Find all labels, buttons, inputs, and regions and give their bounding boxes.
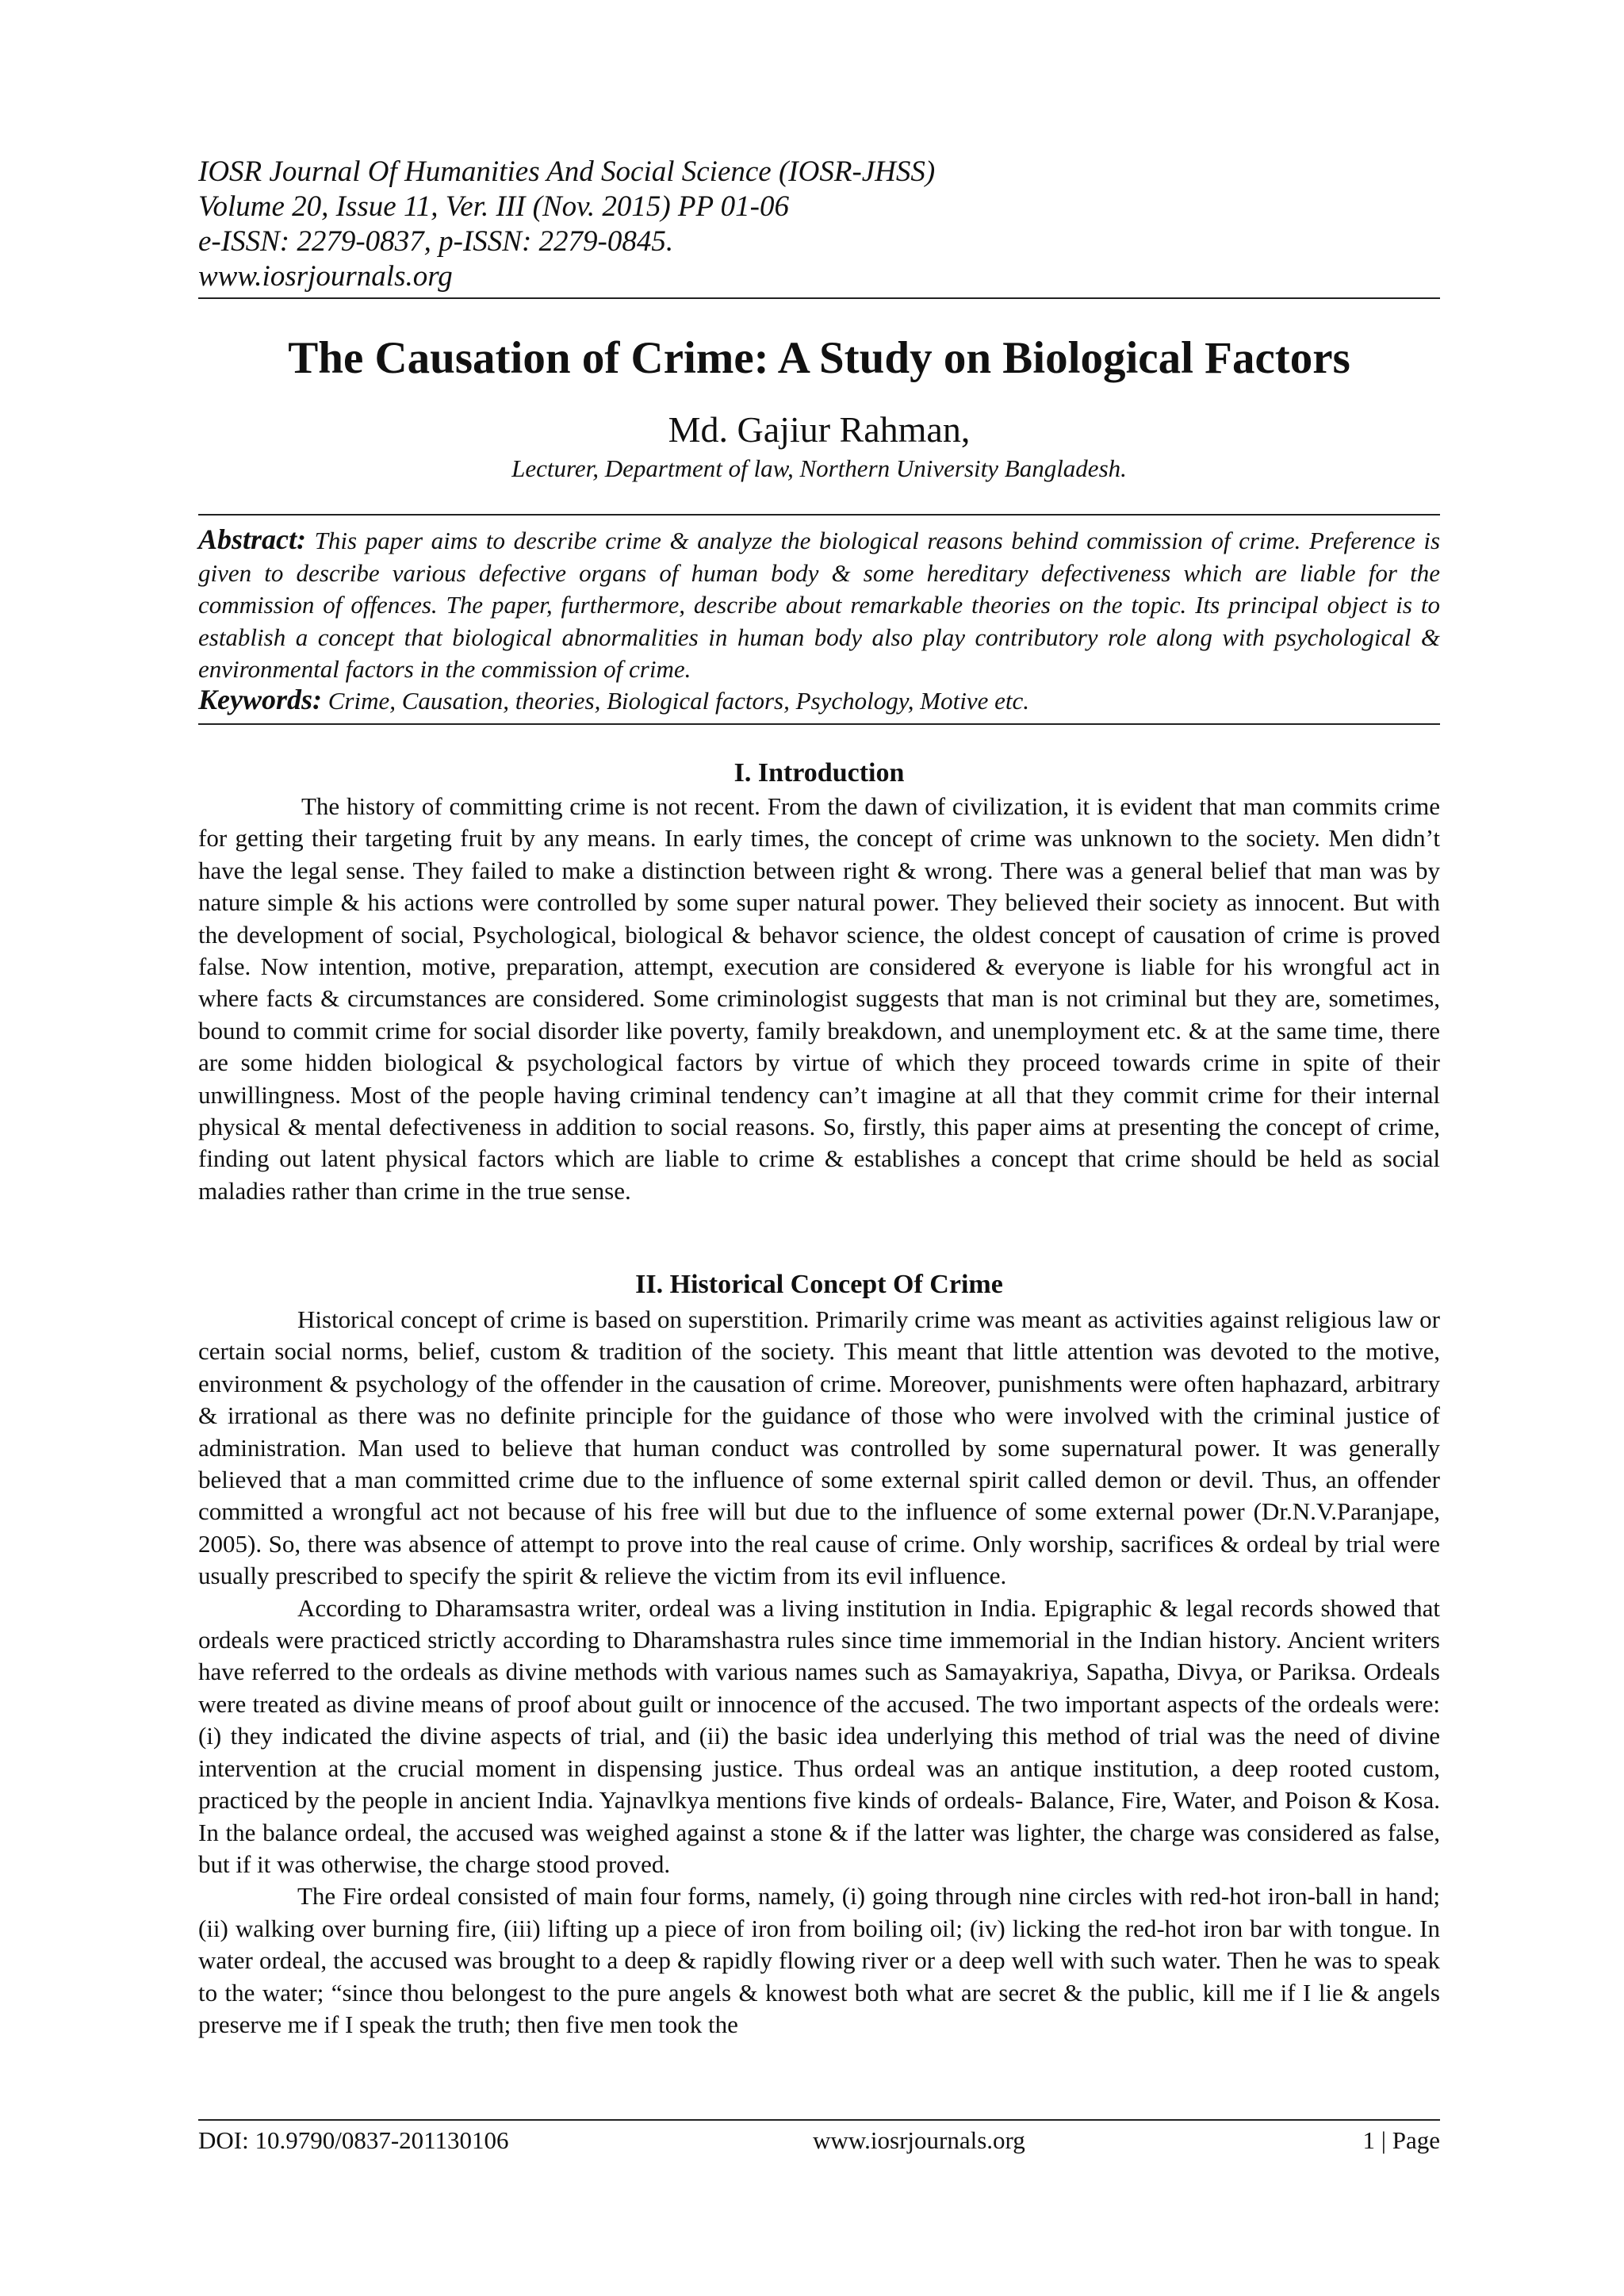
section-heading-historical-concept: II. Historical Concept Of Crime: [635, 1270, 1003, 1299]
footer-website: www.iosrjournals.org: [813, 2126, 1025, 2154]
paper-title: The Causation of Crime: A Study on Biological Factors: [288, 333, 1350, 383]
abstract-text: This paper aims to describe crime & analyze the biological reasons behind commission of crime. Preference is given to describe various defective organs of human body & some hereditary defectiveness which are liable for the commission of offences. The paper, furthermore, describe about remarkable theories on the topic. Its principal object is to establish a concept that biological abnormalities in human body also play contributory role along with psychological & environmental factors in the commission of crime.: [198, 527, 1441, 683]
journal-header: [198, 155, 1440, 294]
author-affiliation: Lecturer, Department of law, Northern University Bangladesh.: [511, 454, 1127, 482]
footer-divider: [198, 2119, 1440, 2121]
paragraph: The Fire ordeal consisted of main four forms, namely, (i) going through nine circles with red-hot iron-ball in hand; (ii) walking over burning fire, (iii) lifting up a piece of iron from boiling oil; (iv) licking the red-hot iron bar with tongue. In water ordeal, the accused was brought to a deep & rapidly flowing river or a deep well with such water. Then he was to speak to the water; “since thou belongest to the pure angels & knowest both what are secret & the public, kill me if I lie & angels preserve me if I speak the truth; then five men took the: [198, 1882, 1440, 2038]
journal-name: IOSR Journal Of Humanities And Social Science (IOSR-JHSS): [198, 155, 936, 188]
paragraph: The history of committing crime is not recent. From the dawn of civilization, it is evident that man commits crime for getting their targeting fruit by any means. In early times, the concept of crime was unknown to the society. Men didn’t have the legal sense. They failed to make a distinction between right & wrong. There was a general belief that man was by nature simple & his actions were controlled by some super natural power. They believed their society as innocent. But with the development of social, Psychological, biological & behavor science, the oldest concept of causation of crime is proved false. Now intention, motive, preparation, attempt, execution are considered & everyone is liable for his wrongful act in where facts & circumstances are considered. Some criminologist suggests that man is not criminal but they are, sometimes, bound to commit crime for social disorder like poverty, family breakdown, and unemployment etc. & at the same time, there are some hidden biological & psychological factors by virtue of which they proceed towards crime in spite of their unwillingness. Most of the people having criminal tendency can’t imagine at all that they commit crime for their internal physical & mental defectiveness in addition to social reasons. So, firstly, this paper aims at presenting the concept of crime, finding out latent physical factors which are liable to crime & establishes a concept that crime should be held as social maladies rather than crime in the true sense.: [198, 792, 1440, 1205]
section-introduction: [198, 791, 1440, 1207]
abstract-bottom-divider: [198, 723, 1440, 725]
keywords: [198, 684, 1440, 717]
abstract: [198, 523, 1440, 686]
page-footer: [198, 2125, 1440, 2156]
abstract-top-divider: [198, 514, 1440, 516]
section-heading-introduction: I. Introduction: [733, 758, 905, 788]
header-divider: [198, 297, 1440, 299]
keywords-label: Keywords:: [198, 684, 322, 715]
journal-issn: e-ISSN: 2279-0837, p-ISSN: 2279-0845.: [198, 225, 674, 258]
journal-volume: Volume 20, Issue 11, Ver. III (Nov. 2015) PP 01-06: [198, 190, 790, 223]
section-historical-concept: [198, 1304, 1440, 2041]
journal-website: www.iosrjournals.org: [198, 260, 453, 293]
paragraph: According to Dharamsastra writer, ordeal was a living institution in India. Epigraphic & legal records showed that ordeals were practiced strictly according to Dharamshastra rules since time immemorial in the Indian history. Ancient writers have referred to the ordeals as divine methods with various names such as Samayakriya, Sapatha, Divya, or Pariksa. Ordeals were treated as divine means of proof about guilt or innocence of the accused. The two important aspects of the ordeals were: (i) they indicated the divine aspects of trial, and (ii) the basic idea underlying this method of trial was the need of divine intervention at the crucial moment in dispensing justice. Thus ordeal was an antique institution, a deep rooted custom, practiced by the people in ancient India. Yajnavlkya mentions five kinds of ordeals- Balance, Fire, Water, and Poison & Kosa. In the balance ordeal, the accused was weighed against a stone & if the latter was lighter, the charge was considered as false, but if it was otherwise, the charge stood proved.: [198, 1593, 1440, 1878]
paper-author: Md. Gajiur Rahman,: [668, 409, 971, 450]
footer-doi: DOI: 10.9790/0837-201130106: [198, 2126, 509, 2154]
paragraph: Historical concept of crime is based on superstition. Primarily crime was meant as activities against religious law or certain social norms, belief, custom & tradition of the society. This meant that little attention was devoted to the motive, environment & psychology of the offender in the causation of crime. Moreover, punishments were often haphazard, arbitrary & irrational as there was no definite principle for the guidance of those who were involved with the criminal justice of administration. Man used to believe that human conduct was controlled by some supernatural power. It was generally believed that a man committed crime due to the influence of some external spirit called demon or devil. Thus, an offender committed a wrongful act not because of his free will but due to the influence of some external power (Dr.N.V.Paranjape, 2005). So, there was absence of attempt to prove into the real cause of crime. Only worship, sacrifices & ordeal by trial were usually prescribed to specify the spirit & relieve the victim from its evil influence.: [198, 1305, 1440, 1590]
abstract-label: Abstract:: [198, 523, 307, 555]
keywords-text: Crime, Causation, theories, Biological factors, Psychology, Motive etc.: [327, 687, 1029, 715]
footer-page-number: 1 | Page: [1362, 2126, 1440, 2154]
